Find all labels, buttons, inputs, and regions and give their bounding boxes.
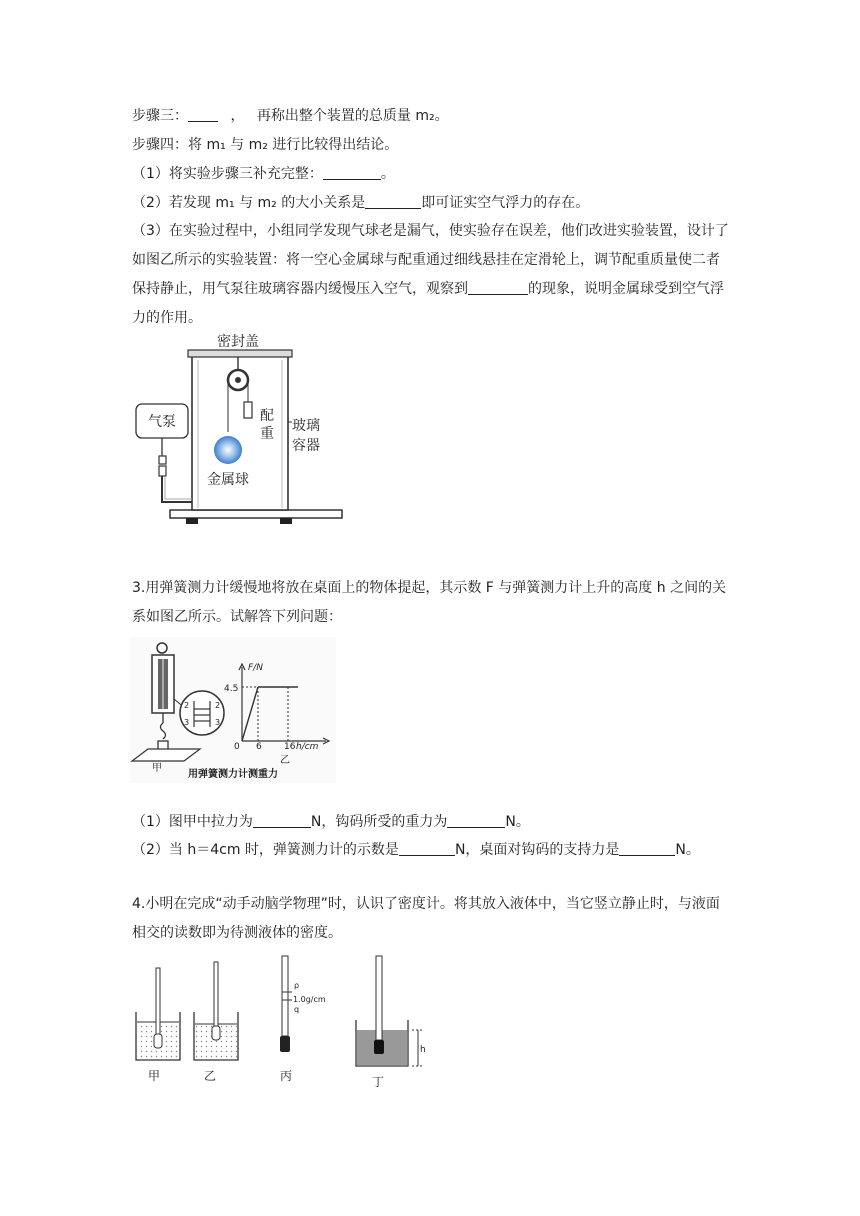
- q2-sub1: [132, 164, 395, 184]
- q-label: q: [294, 1005, 300, 1014]
- scale-mark: 2: [215, 701, 221, 710]
- q3-sub2-c: N。: [675, 842, 700, 858]
- figure-caption: 用弹簧测力计测重力: [188, 769, 278, 780]
- x-axis-label: h/cm: [296, 742, 319, 752]
- magnifier: [180, 691, 224, 735]
- label-ding: 丁: [372, 1075, 385, 1089]
- answer-blank[interactable]: [468, 280, 528, 295]
- q2-sub2-suffix: 即可证实空气浮力的存在。: [421, 195, 590, 211]
- base-plate: [170, 510, 342, 518]
- scale-mark: 3: [184, 718, 190, 727]
- container-label-2: 容器: [292, 438, 320, 454]
- hydrometer-bing: [282, 956, 288, 1036]
- scale-mark: 2: [184, 701, 190, 710]
- h-label: h: [420, 1045, 426, 1055]
- container-label-1: 玻璃: [292, 418, 320, 434]
- rho-label: ρ: [294, 981, 300, 990]
- q3-intro: 3.用弹簧测力计缓慢地将放在桌面上的物体提起，其示数 F 与弹簧测力计上升的高度 h 之间的关系如图乙所示。试解答下列问题：: [132, 580, 727, 625]
- q3-sub1-a: （1）图甲中拉力为: [132, 814, 253, 830]
- q3-sub2-a: （2）当 h＝4cm 时，弹簧测力计的示数是: [132, 842, 399, 858]
- q2-step4: 步骤四：将 m₁ 与 m₂ 进行比较得出结论。: [132, 137, 399, 153]
- q2-apparatus-figure: [134, 332, 344, 532]
- ball-label: 金属球: [207, 472, 249, 488]
- y-tick: 4.5: [224, 684, 239, 694]
- hydrometer-jia: [156, 968, 160, 1038]
- answer-blank[interactable]: [188, 107, 218, 122]
- q2-sub3: [132, 217, 730, 333]
- q3-sub1-c: N。: [505, 814, 530, 830]
- q2-step3-mid: ，: [230, 108, 245, 124]
- q4-figure: [130, 950, 430, 1090]
- hydrometer-yi: [214, 962, 218, 1028]
- scale-mark: 3: [215, 718, 221, 727]
- q4-intro: 4.小明在完成“动手动脑学物理”时，认识了密度计。将其放入液体中，当它竖立静止时，与液面相交的读数即为待测液体的密度。: [132, 896, 720, 941]
- q2-sub1-prefix: （1）将实验步骤三补充完整：: [132, 166, 323, 182]
- label-yi: 乙: [204, 1069, 217, 1083]
- answer-blank[interactable]: [447, 813, 505, 828]
- answer-blank[interactable]: [253, 813, 311, 828]
- hydrometer-ding: [376, 956, 382, 1040]
- q3-figure: [130, 637, 336, 783]
- q2-sub1-suffix: 。: [380, 166, 395, 182]
- metal-ball: [214, 436, 242, 464]
- q2-sub3-part2: 的现象，说明金属球受到空气浮力的作用。: [132, 281, 724, 326]
- pump-label: 气泵: [148, 414, 176, 430]
- q2-step3-suffix: 再称出整个装置的总质量 m₂。: [256, 108, 449, 124]
- q3-sub2-b: N，桌面对钩码的支持力是: [454, 842, 620, 858]
- answer-blank[interactable]: [365, 194, 421, 209]
- base-foot: [186, 518, 198, 524]
- q2-sub2-prefix: （2）若发现 m₁ 与 m₂ 的大小关系是: [132, 195, 366, 211]
- base-foot: [280, 518, 292, 524]
- q3-sub1: [132, 812, 530, 832]
- q3-sub1-b: N，钩码所受的重力为: [310, 814, 448, 830]
- counterweight-label-1: 配: [260, 408, 274, 424]
- label-jia: 甲: [152, 763, 162, 774]
- x-tick: 6: [256, 742, 262, 752]
- y-axis-label: F/N: [248, 663, 263, 673]
- x-tick: 0: [234, 742, 240, 752]
- q2-sub3-part1: （3）在实验过程中，小组同学发现气球老是漏气，使实验存在误差，他们改进实验装置，设计了如图乙所示的实验装置：将一空心金属球与配重通过细线悬挂在定滑轮上，调节配重质量使二者保持静止，用气泵往玻璃容器内缓慢压入空气，观察到: [132, 223, 729, 297]
- sealed-lid: [188, 350, 292, 357]
- label-bing: 丙: [280, 1069, 293, 1083]
- counterweight: [244, 402, 252, 418]
- lid-label: 密封盖: [217, 334, 259, 350]
- q2-step3: [132, 106, 449, 126]
- label-yi: 乙: [280, 755, 290, 766]
- answer-blank[interactable]: [619, 841, 675, 856]
- density-mark: 1.0g/cm: [293, 995, 326, 1004]
- counterweight-label-2: 重: [260, 426, 274, 442]
- q2-step3-prefix: 步骤三：: [132, 108, 188, 124]
- q3-sub2: [132, 840, 700, 860]
- answer-blank[interactable]: [323, 165, 381, 180]
- label-jia: 甲: [148, 1069, 161, 1083]
- x-tick: 16: [284, 742, 296, 752]
- q2-sub2: [132, 193, 589, 213]
- answer-blank[interactable]: [399, 841, 455, 856]
